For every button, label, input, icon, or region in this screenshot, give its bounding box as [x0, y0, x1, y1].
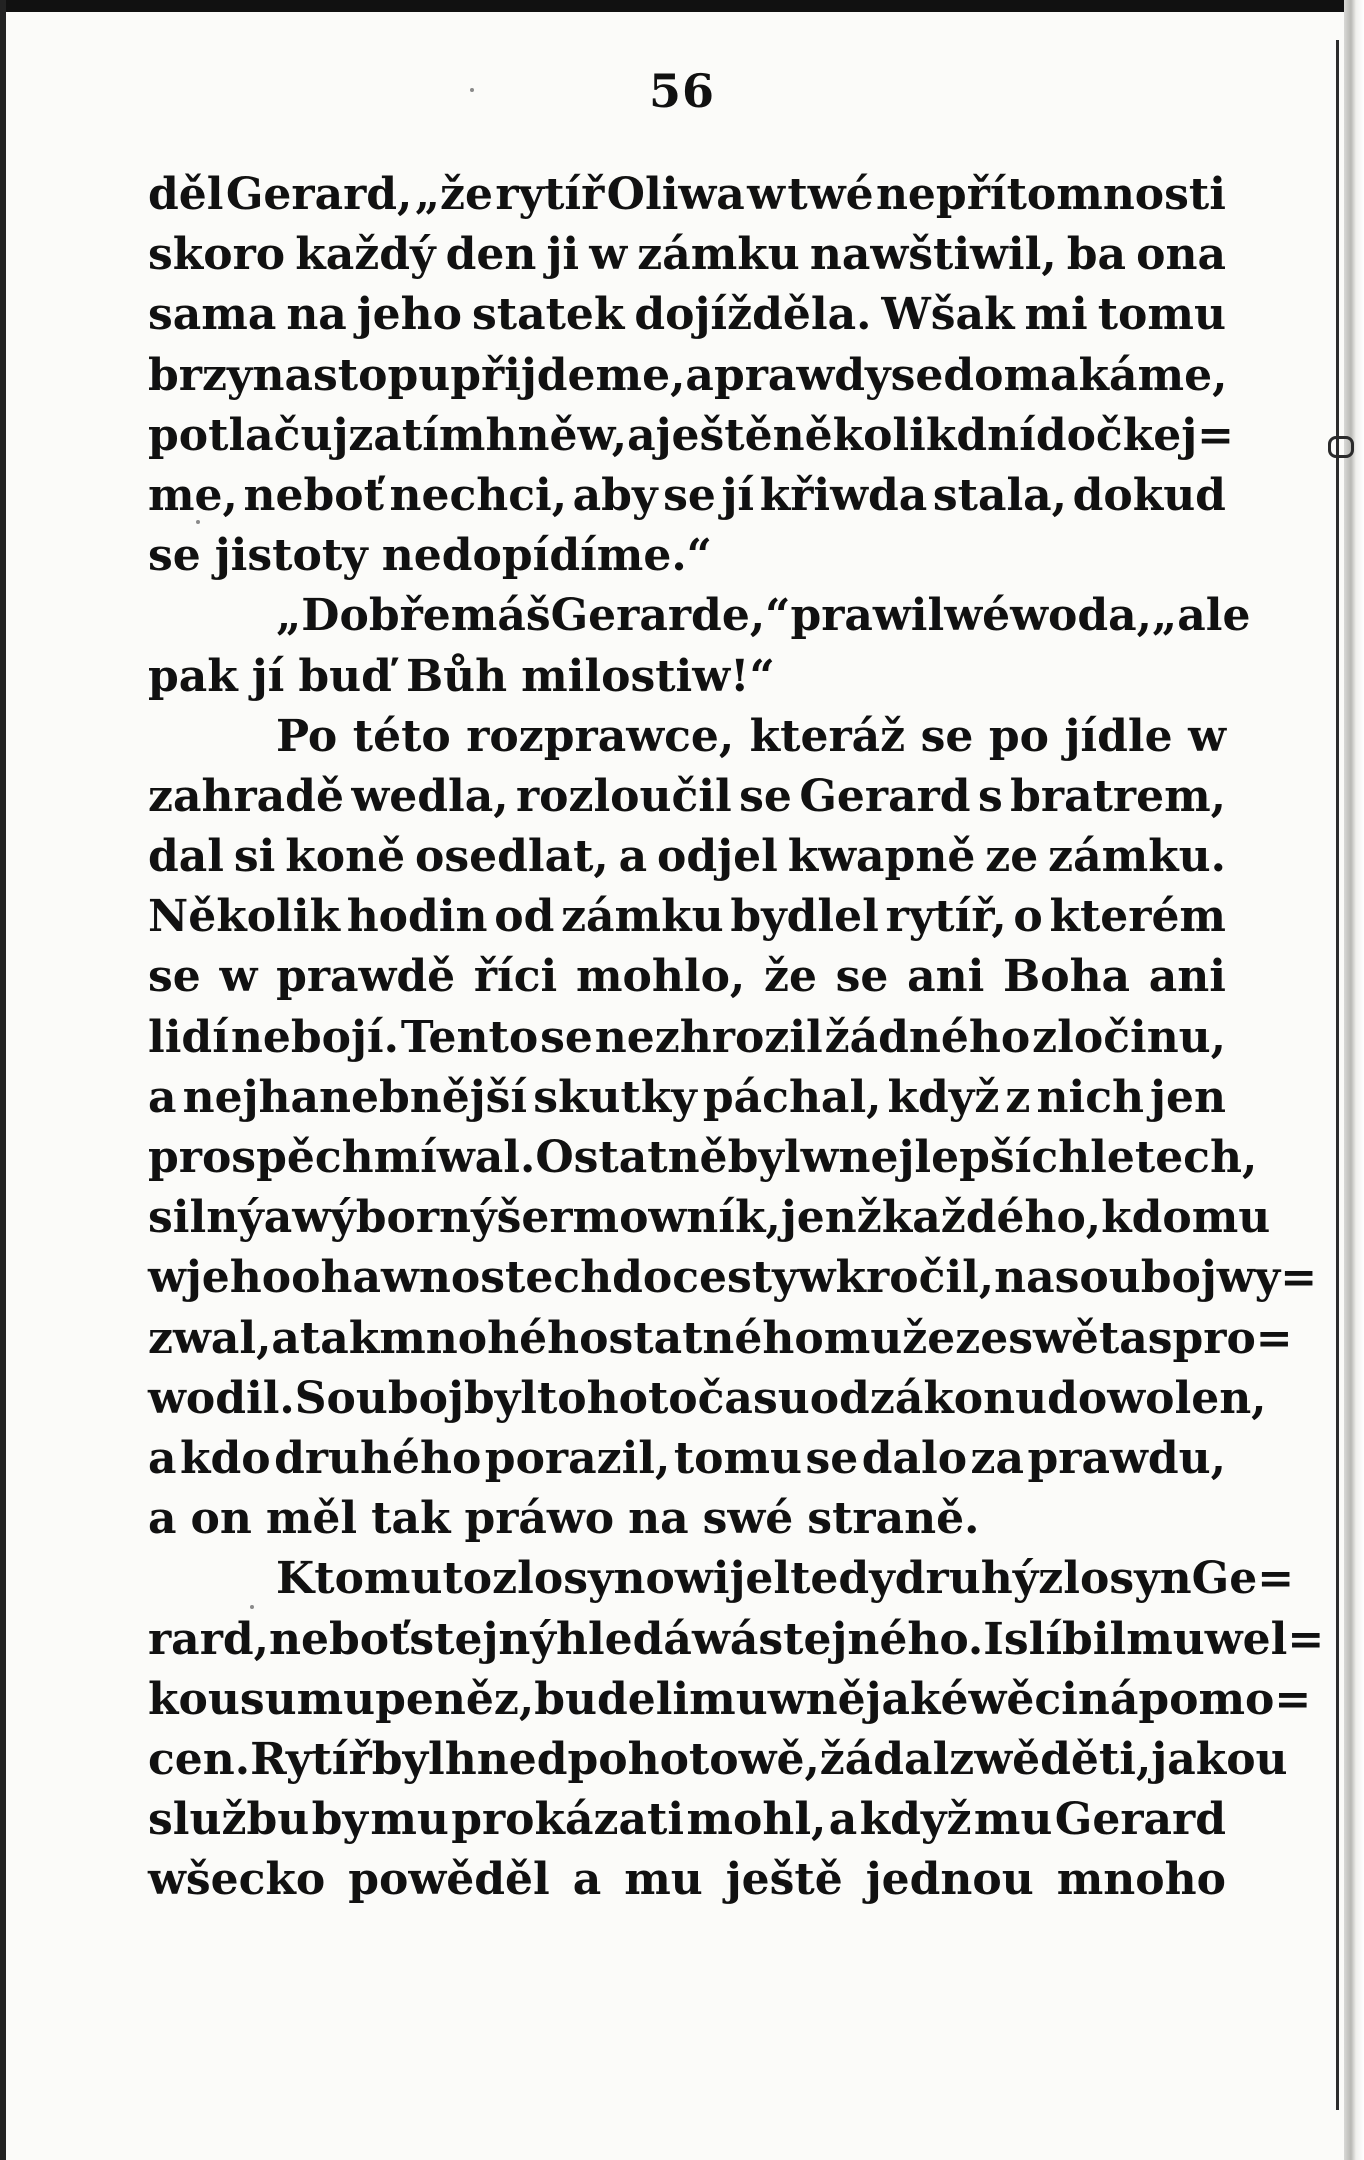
word: z — [1005, 1071, 1031, 1123]
text-line — [148, 1549, 1295, 1609]
word: nechci, — [389, 469, 568, 521]
text-line — [148, 827, 1226, 887]
word: souboj — [1054, 1252, 1217, 1304]
word: nedopídíme.“ — [381, 530, 712, 582]
word: a — [618, 831, 648, 883]
word: Po — [276, 710, 338, 762]
word: wel= — [1204, 1613, 1325, 1665]
word: se — [890, 349, 944, 401]
word: když — [887, 1071, 1000, 1123]
word: hněw, — [485, 409, 628, 461]
word: „ale — [1151, 590, 1251, 642]
word: této — [352, 710, 451, 762]
word: děl — [148, 169, 224, 220]
word: spro= — [1147, 1312, 1293, 1364]
word: letech, — [1090, 1132, 1258, 1183]
text-line — [148, 887, 1226, 947]
word: zahradě — [148, 770, 344, 822]
word: zatím — [348, 409, 486, 461]
word: nich — [1036, 1071, 1144, 1123]
word: hodin — [346, 891, 488, 943]
word: byl — [371, 1733, 445, 1785]
word: a — [148, 1071, 177, 1123]
word: dočkej= — [1035, 409, 1234, 461]
scan-border-left — [0, 0, 6, 2160]
word: a — [148, 1432, 177, 1484]
text-line — [148, 526, 1226, 586]
word: přijdeme, — [450, 349, 686, 401]
word: wýborný — [292, 1192, 497, 1244]
word: wěci — [968, 1673, 1078, 1725]
word: cesty — [672, 1252, 798, 1304]
text-line — [148, 1489, 1226, 1549]
word: I — [983, 1613, 1004, 1665]
text-line — [148, 1850, 1226, 1910]
word: dojížděla. — [634, 289, 872, 341]
word: silný — [148, 1192, 264, 1244]
word: by — [311, 1794, 368, 1846]
word: času — [697, 1372, 810, 1424]
word: rard, — [148, 1613, 269, 1665]
word: swé — [702, 1493, 794, 1545]
word: prawdy — [713, 349, 891, 401]
text-line — [148, 1008, 1226, 1068]
word: jí — [721, 469, 755, 521]
word: statného — [608, 1312, 824, 1364]
word: rytíř — [495, 169, 605, 220]
word: twé — [787, 169, 874, 220]
text-line — [148, 1730, 1288, 1790]
word: koně — [285, 831, 406, 883]
word: mnoho — [1056, 1854, 1226, 1906]
word: mu — [624, 1854, 703, 1906]
word: tak — [371, 1493, 451, 1545]
word: práwo — [464, 1493, 615, 1545]
word: nawštiwil, — [809, 229, 1057, 281]
word: za — [970, 1432, 1025, 1484]
text-line — [148, 1248, 1318, 1308]
word: páchal, — [702, 1071, 882, 1123]
word: cen. — [148, 1733, 251, 1785]
word: si — [233, 831, 276, 883]
word: prospěch — [148, 1132, 374, 1183]
word: se — [805, 1432, 859, 1484]
text-line — [148, 1188, 1271, 1248]
word: a — [685, 349, 714, 401]
text-line — [148, 346, 1226, 406]
word: w — [589, 229, 628, 281]
word: byl — [727, 1132, 801, 1183]
word: na — [252, 349, 313, 401]
word: se — [148, 530, 201, 582]
binding-edge-line — [1336, 40, 1339, 2110]
word: o — [1013, 891, 1043, 943]
word: nepřítomnosti — [875, 169, 1226, 220]
word: kterém — [1049, 891, 1226, 943]
scan-border-right — [1344, 0, 1364, 2160]
word: šermowník, — [496, 1192, 781, 1244]
word: neboť — [268, 1613, 410, 1665]
text-line — [148, 1610, 1325, 1670]
word: se — [920, 710, 974, 762]
text-line — [148, 767, 1226, 827]
word: porazil, — [484, 1432, 671, 1484]
word: a — [148, 1493, 177, 1545]
word: stejného. — [758, 1613, 984, 1665]
text-line — [148, 1790, 1226, 1850]
word: peněz, — [375, 1673, 535, 1725]
text-line — [148, 285, 1226, 345]
word: máš — [450, 590, 551, 642]
word: prawil — [790, 590, 945, 642]
word: powěděl — [348, 1854, 550, 1906]
word: mu — [1126, 1613, 1205, 1665]
word: mohl, — [686, 1794, 827, 1846]
text-line — [148, 947, 1226, 1007]
word: tedy — [790, 1553, 895, 1605]
word: a — [271, 1312, 300, 1364]
word: a — [263, 1192, 293, 1244]
word: slíbil — [1003, 1613, 1127, 1665]
text-line — [148, 1309, 1293, 1369]
word: druhý — [894, 1553, 1039, 1605]
word: straně. — [807, 1493, 980, 1545]
text-line — [148, 1128, 1258, 1188]
word: jí — [251, 650, 285, 702]
word: že — [763, 951, 817, 1003]
text-line — [148, 1670, 1312, 1730]
word: mu — [689, 1673, 768, 1725]
word: ještě — [725, 1854, 843, 1906]
word: službu — [148, 1794, 310, 1846]
body-text — [148, 165, 1325, 1910]
word: každého, — [881, 1192, 1102, 1244]
word: sama — [148, 289, 277, 341]
word: se — [663, 469, 716, 521]
word: prawdě — [276, 951, 456, 1003]
word: wy= — [1216, 1252, 1318, 1304]
word: Ostatně — [535, 1132, 728, 1183]
word: ze — [955, 1312, 1009, 1364]
text-line — [148, 225, 1226, 285]
word: wodil. — [148, 1372, 295, 1424]
word: křiwda — [759, 469, 928, 521]
word: a — [572, 1854, 602, 1906]
word: Bůh — [405, 650, 508, 702]
word: ještě — [655, 409, 773, 461]
word: „že — [414, 169, 493, 220]
word: budeli — [534, 1673, 690, 1725]
word: w — [219, 951, 258, 1003]
word: Tento — [400, 1011, 539, 1063]
word: den — [445, 229, 537, 281]
word: Gerarde,“ — [550, 590, 791, 642]
word: prawdu, — [1027, 1432, 1226, 1484]
text-line — [148, 586, 1251, 646]
word: do — [612, 1252, 673, 1304]
word: ba — [1066, 229, 1127, 281]
word: pak — [148, 650, 238, 702]
word: se — [835, 951, 889, 1003]
word: jenž — [780, 1192, 882, 1244]
word: buď — [298, 650, 392, 702]
word: lidí — [148, 1011, 229, 1063]
word: jen — [1150, 1071, 1226, 1123]
word: zámku — [561, 891, 724, 943]
word: kou — [148, 1673, 240, 1725]
word: ona — [1136, 229, 1226, 281]
word: každý — [295, 229, 436, 281]
word: dowolen, — [1047, 1372, 1267, 1424]
word: jídle — [1064, 710, 1173, 762]
word: druhého — [274, 1432, 482, 1484]
word: kdo — [179, 1432, 271, 1484]
word: zámku. — [1048, 831, 1226, 883]
word: kteráž — [749, 710, 906, 762]
word: hned — [444, 1733, 568, 1785]
word: ani — [907, 951, 985, 1003]
word: tomu — [673, 1432, 803, 1484]
word: jeho — [356, 289, 463, 341]
word: w — [747, 169, 786, 220]
word: brzy — [148, 349, 253, 401]
word: me, — [148, 469, 238, 521]
word: a — [828, 1794, 858, 1846]
word: Gerard, — [225, 169, 413, 220]
word: tohoto — [536, 1372, 698, 1424]
word: w — [1188, 710, 1226, 762]
word: zlosynowi — [492, 1553, 730, 1605]
word: kwapně — [787, 831, 976, 883]
word: Několik — [148, 891, 340, 943]
word: jakou — [1151, 1733, 1288, 1785]
word: dní — [956, 409, 1036, 461]
word: stala, — [932, 469, 1067, 521]
word: žádal — [819, 1733, 950, 1785]
word: ji — [546, 229, 580, 281]
word: Wšak — [881, 289, 1015, 341]
word: bydlel — [730, 891, 879, 943]
word: Rytíř — [250, 1733, 372, 1785]
word: od — [809, 1372, 870, 1424]
word: zwěděti, — [949, 1733, 1152, 1785]
word: na — [628, 1493, 689, 1545]
word: pohotowě, — [567, 1733, 820, 1785]
text-line — [148, 1068, 1226, 1128]
word: se — [540, 1011, 593, 1063]
word: jeho — [185, 1252, 292, 1304]
word: nápomo= — [1077, 1673, 1312, 1725]
word: se — [739, 770, 792, 822]
word: stopu — [313, 349, 451, 401]
word: od — [494, 891, 555, 943]
word: mohlo, — [575, 951, 746, 1003]
word: odjel — [657, 831, 778, 883]
word: mnohého — [379, 1312, 609, 1364]
word: zámku — [637, 229, 800, 281]
word: milostiw!“ — [521, 650, 775, 702]
word: žádného — [824, 1011, 1031, 1063]
word: w — [800, 1132, 839, 1183]
word: „Dobře — [276, 590, 451, 642]
word: neboť — [243, 469, 384, 521]
word: wéwoda, — [944, 590, 1152, 642]
text-line — [148, 707, 1226, 767]
word: muže — [823, 1312, 956, 1364]
word: nejlepších — [838, 1132, 1091, 1183]
word: skoro — [148, 229, 286, 281]
word: tomu — [1097, 289, 1226, 341]
word: prokázati — [451, 1794, 685, 1846]
word: K — [276, 1553, 315, 1605]
word: stejný — [409, 1613, 556, 1665]
word: rozprawce, — [466, 710, 735, 762]
text-line — [148, 466, 1226, 526]
word: dal — [148, 831, 224, 883]
text-line — [148, 1369, 1267, 1429]
page-number: 56 — [648, 64, 715, 118]
word: tomuto — [314, 1553, 493, 1605]
word: mi — [1024, 289, 1088, 341]
word: w — [767, 1673, 806, 1725]
word: sumu — [239, 1673, 376, 1725]
binding-edge-mark — [1328, 436, 1354, 458]
word: tak — [299, 1312, 380, 1364]
word: mu — [1191, 1192, 1271, 1244]
word: aby — [572, 469, 658, 521]
word: na — [994, 1252, 1055, 1304]
text-line — [148, 647, 1226, 707]
word: po — [988, 710, 1050, 762]
word: on — [190, 1493, 252, 1545]
word: skutky — [533, 1071, 697, 1123]
word: dalo — [861, 1432, 968, 1484]
word: wkročil, — [797, 1252, 995, 1304]
word: wšecko — [148, 1854, 326, 1906]
word: zločinu, — [1032, 1011, 1226, 1063]
word: ze — [985, 831, 1039, 883]
word: statek — [471, 289, 625, 341]
text-line — [148, 165, 1226, 225]
word: zákonu — [869, 1372, 1048, 1424]
word: Gerard — [799, 770, 971, 822]
word: a — [627, 409, 656, 461]
text-line — [148, 406, 1234, 466]
word: jednou — [865, 1854, 1034, 1906]
word: mu — [973, 1794, 1053, 1846]
word: říci — [473, 951, 558, 1003]
word: jel — [729, 1553, 791, 1605]
word: Oliwa — [606, 169, 745, 220]
word: Boha — [1003, 951, 1131, 1003]
word: na — [286, 289, 347, 341]
word: nezhrozil — [594, 1011, 823, 1063]
word: domakáme, — [943, 349, 1228, 401]
word: w — [148, 1252, 186, 1304]
word: rozloučil — [515, 770, 732, 822]
word: Ge= — [1191, 1553, 1295, 1605]
text-line — [148, 1429, 1226, 1489]
word: osedlat, — [415, 831, 609, 883]
word: zwal, — [148, 1312, 272, 1364]
word: nebojí. — [230, 1011, 399, 1063]
word: rytíř, — [885, 891, 1007, 943]
word: mu — [370, 1794, 449, 1846]
word: zlosyn — [1038, 1553, 1192, 1605]
word: se — [148, 951, 201, 1003]
word: swěta — [1008, 1312, 1148, 1364]
word: hledáwá — [555, 1613, 759, 1665]
word: jistoty — [214, 530, 368, 582]
word: byl — [463, 1372, 537, 1424]
word: kdo — [1101, 1192, 1192, 1244]
word: s — [977, 770, 1003, 822]
word: nějaké — [805, 1673, 969, 1725]
word: měl — [265, 1493, 358, 1545]
word: dokud — [1072, 469, 1226, 521]
scan-border-top — [0, 0, 1364, 12]
word: Gerard — [1054, 1794, 1226, 1846]
word: bratrem, — [1010, 770, 1226, 822]
word: Souboj — [294, 1372, 464, 1424]
word: ani — [1148, 951, 1226, 1003]
word: několik — [772, 409, 957, 461]
word: potlačuj — [148, 409, 349, 461]
word: wedla, — [351, 770, 509, 822]
word: když — [859, 1794, 972, 1846]
word: ohawnostech — [291, 1252, 613, 1304]
word: nejhanebnější — [182, 1071, 528, 1123]
word: míwal. — [373, 1132, 536, 1183]
